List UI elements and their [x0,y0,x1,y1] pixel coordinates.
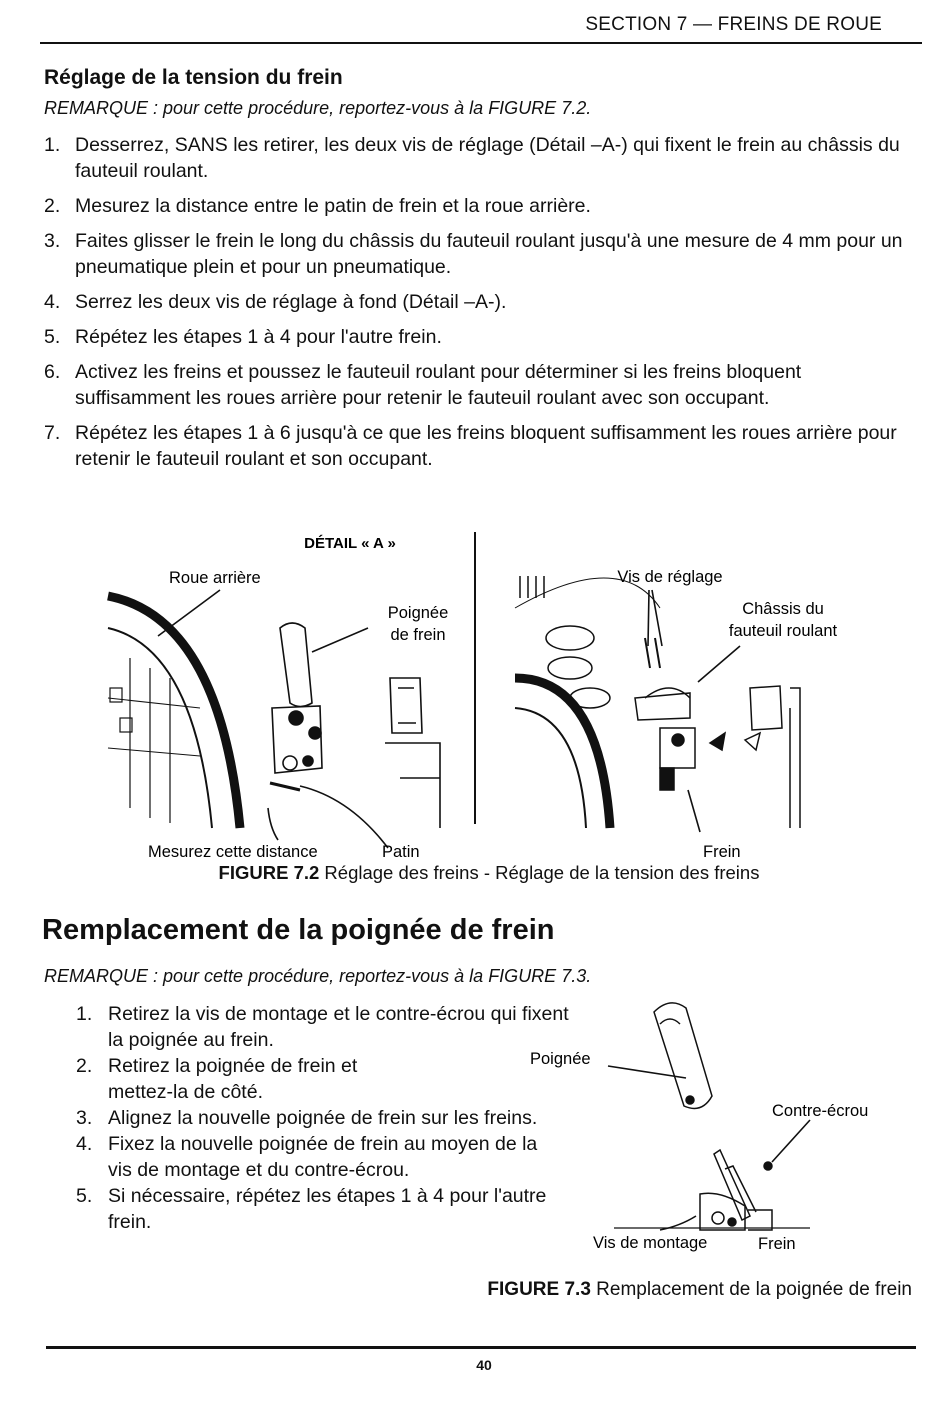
leader-lines-right [648,590,740,832]
leader-lines-fig73 [608,1066,810,1230]
step-number: 6. [44,361,61,383]
caption-text: Réglage des freins - Réglage de la tension des freins [319,862,760,883]
section1-steps [44,132,914,481]
step-number: 3. [76,1107,93,1129]
label-fauteuil-roulant: fauteuil roulant [728,622,838,640]
step-item [76,1183,558,1235]
step-text: Desserrez, SANS les retirer, les deux vis de réglage (Détail –A-) qui fixent le frein au châssis du fauteuil roulant. [75,134,900,182]
step-text: Si nécessaire, répétez les étapes 1 à 4 pour l'autre frein. [108,1185,547,1233]
step-item [44,289,914,315]
step-text: Activez les freins et poussez le fauteuil roulant pour déterminer si les freins bloquent suffisamment les roues arrière pour retenir le fauteuil roulant avec son occupant. [75,361,802,409]
caption-text: Remplacement de la poignée de frein [590,1279,912,1300]
section1-title: Réglage de la tension du frein [44,66,343,89]
step-number: 1. [44,134,61,156]
step-item [76,1001,578,1053]
label-contre-ecrou: Contre-écrou [772,1102,869,1120]
label-frein: Frein [703,843,741,861]
label-vis-de-reglage: Vis de réglage [617,568,723,586]
section-header: SECTION 7 — FREINS DE ROUE [585,14,882,35]
label-chassis: Châssis du [742,600,824,618]
step-number: 3. [44,230,61,252]
label-patin: Patin [382,843,420,861]
step-number: 1. [76,1003,93,1025]
section1-remark: REMARQUE : pour cette procédure, reportez-vous à la FIGURE 7.2. [44,98,592,118]
label-mesurez-distance: Mesurez cette distance [148,843,318,861]
label-poignee: Poignée [387,604,449,622]
step-number: 2. [44,195,61,217]
step-item [44,193,914,219]
step-text: Retirez la poignée de frein et mettez-la de côté. [108,1055,358,1103]
step-item [44,324,914,350]
step-text: Répétez les étapes 1 à 6 jusqu'à ce que les freins bloquent suffisamment les roues arrière pour retenir le fauteuil roulant et son occupant. [75,422,897,470]
section2-remark: REMARQUE : pour cette procédure, reportez-vous à la FIGURE 7.3. [44,966,592,986]
step-text: Retirez la vis de montage et le contre-écrou qui fixent la poignée au frein. [108,1003,569,1051]
step-item [76,1131,558,1183]
step-item [76,1053,408,1105]
step-number: 5. [44,326,61,348]
figure-7-2-caption [0,862,950,884]
step-text: Alignez la nouvelle poignée de frein sur les freins. [108,1107,538,1129]
step-item [44,359,914,411]
figure-7-3-illustration [520,994,920,1264]
label-de-frein: de frein [390,626,446,644]
step-item [44,228,914,280]
section2-title: Remplacement de la poignée de frein [42,914,555,946]
label-poignee-fig73: Poignée [530,1050,591,1068]
detail-a-label: DÉTAIL « A » [304,535,396,552]
step-text: Faites glisser le frein le long du châssis du fauteuil roulant jusqu'à une mesure de 4 mm pour un pneumatique plein et pour un pneumatique. [75,230,903,278]
header-rule [40,42,922,44]
step-text: Fixez la nouvelle poignée de frein au moyen de la vis de montage et du contre-écrou. [108,1133,538,1181]
step-number: 4. [76,1133,93,1155]
footer-rule [46,1346,916,1349]
step-text: Serrez les deux vis de réglage à fond (Détail –A-). [75,291,507,313]
page-number: 40 [476,1357,492,1373]
label-roue-arriere: Roue arrière [169,569,261,587]
caption-label: FIGURE 7.3 [487,1279,591,1300]
step-item [44,420,914,472]
brake-handle-drawing [270,623,440,828]
step-number: 4. [44,291,61,313]
figure-7-3-caption [487,1279,912,1301]
step-text: Répétez les étapes 1 à 4 pour l'autre frein. [75,326,442,348]
caption-label: FIGURE 7.2 [218,862,320,883]
step-item [44,132,914,184]
label-frein-fig73: Frein [758,1235,796,1253]
step-number: 2. [76,1055,93,1077]
handle-drawing [654,1003,712,1109]
step-number: 7. [44,422,61,444]
step-number: 5. [76,1185,93,1207]
figure-7-2-illustration [100,528,838,866]
wheel-drawing [108,596,240,828]
brake-drawing [614,1150,810,1230]
step-text: Mesurez la distance entre le patin de frein et la roue arrière. [75,195,591,217]
label-vis-de-montage: Vis de montage [593,1234,708,1252]
